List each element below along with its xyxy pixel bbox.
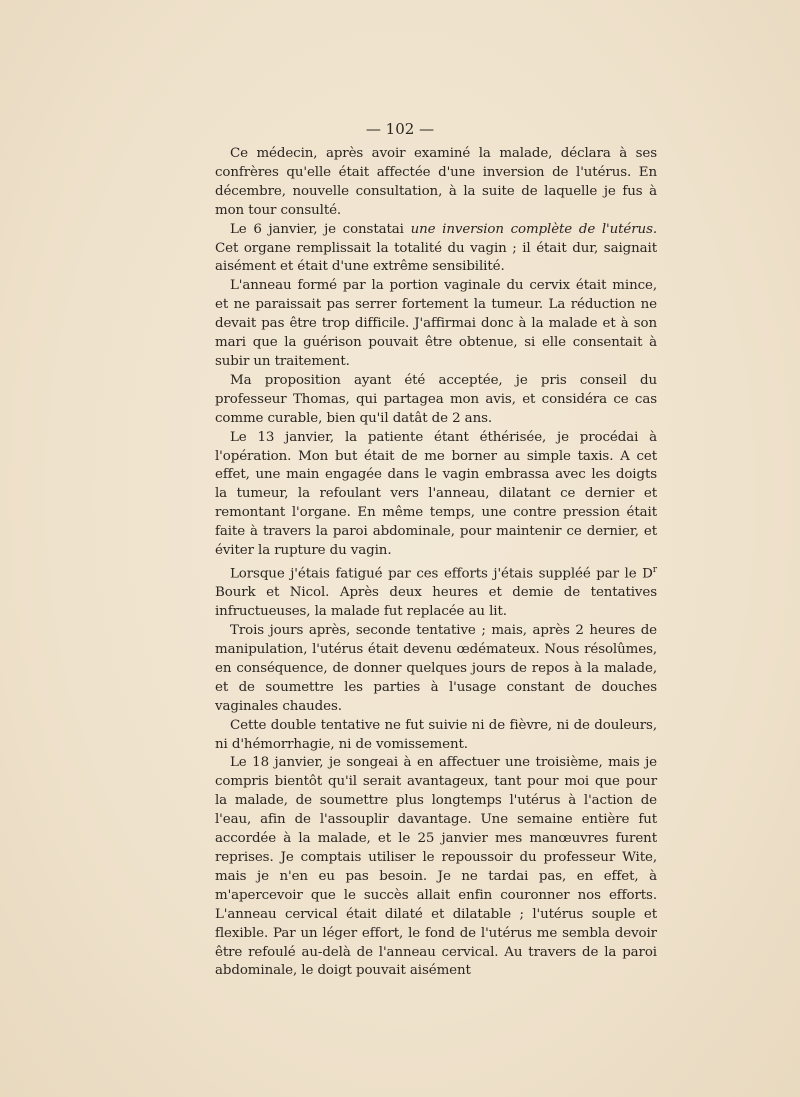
paragraph-8: Cette double tentative ne fut suivie ni de fièvre, ni de douleurs, ni d'hémorrhagie, ni de vomissement. bbox=[215, 717, 657, 752]
paragraph-7: Trois jours après, seconde tentative ; mais, après 2 heures de manipulation, l'utérus était devenu œdémateux. Nous résolûmes, en conséquence, de donner quelques jours de repos à la malade, et de soumettre les parties à l'usage constant de douches vaginales chaudes. bbox=[215, 623, 657, 714]
paragraph-4: Ma proposition ayant été acceptée, je pris conseil du professeur Thomas, qui partagea mon avis, et considéra ce cas comme curable, bien qu'il datât de 2 ans. bbox=[215, 372, 657, 426]
page-number: — 102 — bbox=[365, 120, 435, 138]
paragraph-1: Ce médecin, après avoir examiné la malade, déclara à ses confrères qu'elle était affectée d'une inversion de l'utérus. En décembre, nouvelle consultation, à la suite de laquelle je fus à mon tour consulté. bbox=[215, 146, 657, 218]
paragraph-6-start: Lorsque j'étais fatigué par ces efforts j'étais suppléé par le D bbox=[230, 566, 653, 582]
paragraph-9: Le 18 janvier, je songeai à en affectuer une troisième, mais je compris bientôt qu'il serait avantageux, tant pour moi que pour la malade, de soumettre plus longtemps l'utérus à l'action de l'eau, afin de l'assouplir davantage. Une semaine entière fut accordée à la malade, et le 25 janvier mes manœuvres furent reprises. Je comptais utiliser le repoussoir du professeur Wite, mais je n'en eu pas besoin. Je ne tardai pas, en effet, à m'apercevoir que le succès allait enfin couronner nos efforts. L'anneau cervical était dilaté et dilatable ; l'utérus souple et flexible. Par un léger effort, le fond de l'utérus me sembla devoir être refoulé au-delà de l'anneau cervical. Au travers de la paroi abdominale, le doigt pouvait aisément bbox=[215, 755, 657, 979]
paragraph-2-rest: Cet organe remplissait la totalité du vagin ; il était dur, saignait aisément et était d'une extrême sensibilité. bbox=[215, 240, 657, 275]
paragraph-3: L'anneau formé par la portion vaginale du cervix était mince, et ne paraissait pas serrer fortement la tumeur. La réduction ne devait pas être trop difficile. J'affirmai donc à la malade et à son mari que la guérison pouvait être obtenue, si elle consentait à subir un traitement. bbox=[215, 278, 657, 369]
paragraph-2-start: Le 6 janvier, je constatai bbox=[230, 221, 404, 237]
paragraph-6-rest: Bourk et Nicol. Après deux heures et demie de tentatives infructueuses, la malade fut replacée au lit. bbox=[215, 585, 657, 620]
diagnosis-italic: une inversion complète de l'utérus. bbox=[410, 221, 657, 237]
body-text bbox=[215, 145, 657, 981]
paragraph-6 bbox=[215, 561, 657, 622]
paragraph-2 bbox=[215, 221, 657, 278]
doctor-abbrev-sup: r bbox=[652, 564, 657, 575]
paragraph-5: Le 13 janvier, la patiente étant éthérisée, je procédai à l'opération. Mon but était de me borner au simple taxis. A cet effet, une main engagée dans le vagin embrassa avec les doigts la tumeur, la refoulant vers l'anneau, dilatant ce dernier et remontant l'organe. En même temps, une contre pression était faite à travers la paroi abdominale, pour maintenir ce dernier, et éviter la rupture du vagin. bbox=[215, 429, 657, 559]
